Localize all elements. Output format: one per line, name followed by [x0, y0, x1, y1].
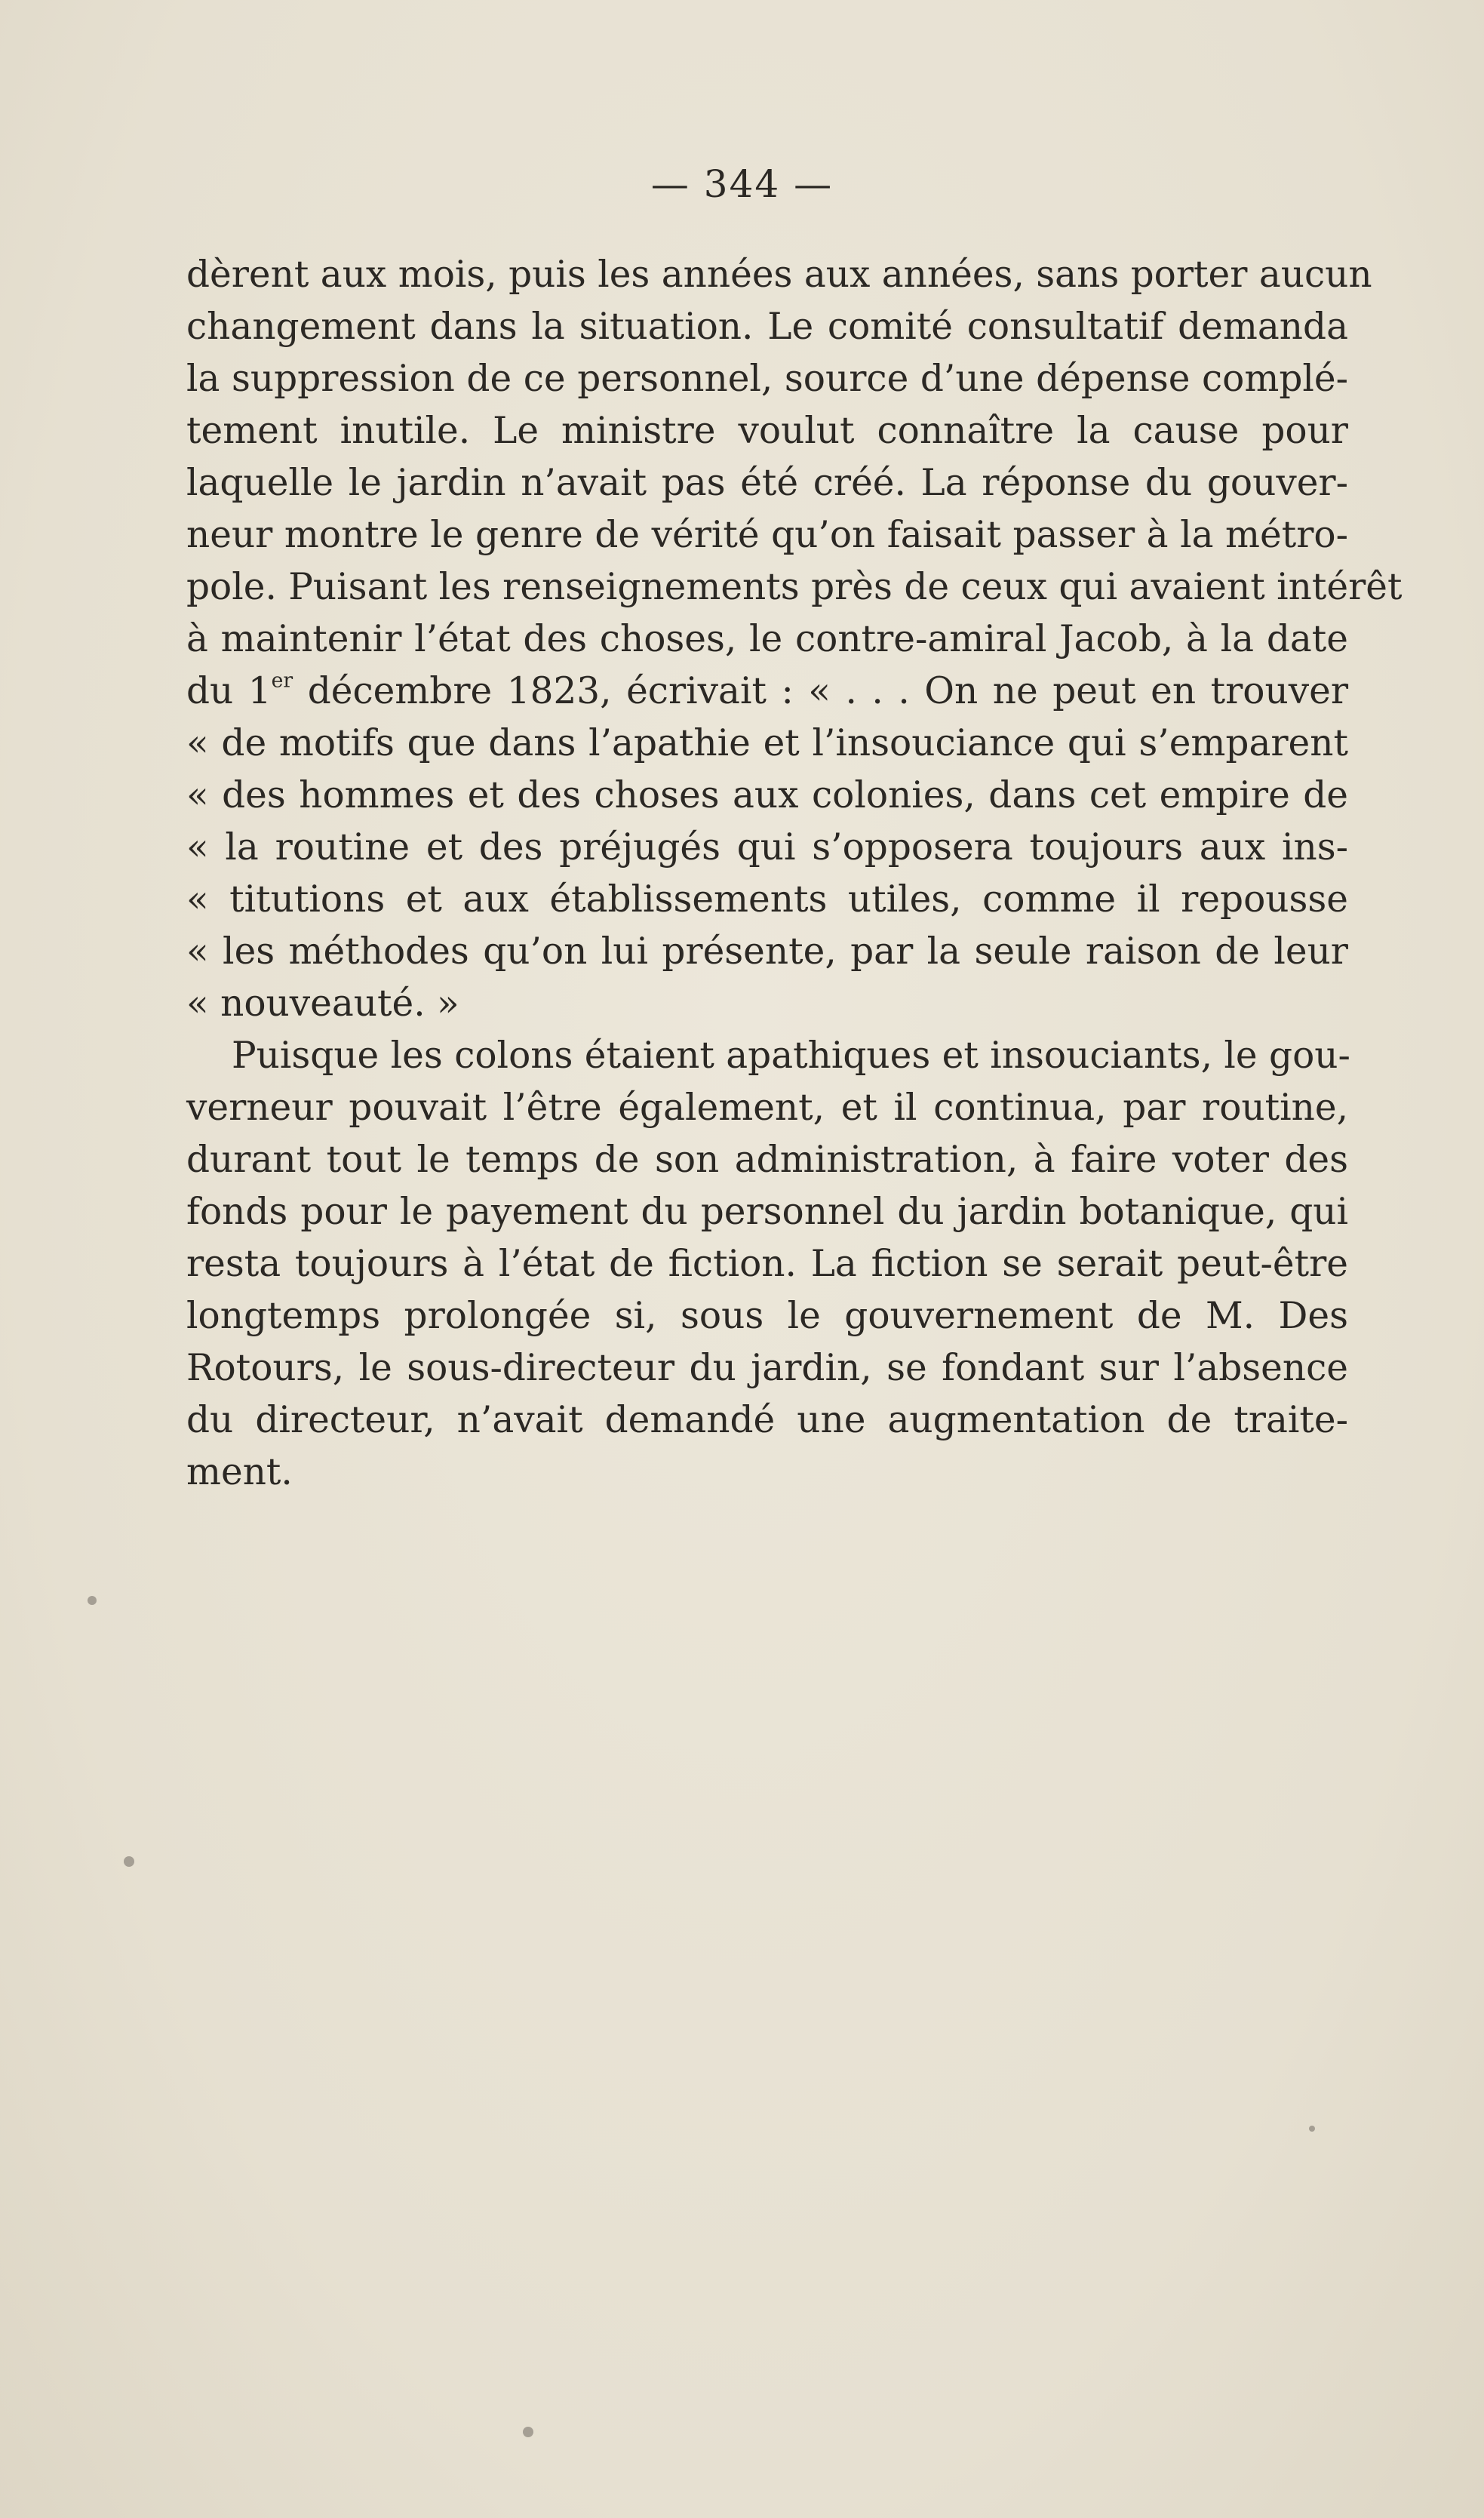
text-line: la suppression de ce personnel, source d’une dépense complé- [186, 358, 1348, 400]
text-line: durant tout le temps de son administration, à faire voter des [186, 1139, 1348, 1181]
paper-speck [124, 1856, 134, 1867]
text-line: du directeur, n’avait demandé une augmentation de traite- [186, 1399, 1348, 1441]
text-line: Rotours, le sous-directeur du jardin, se fondant sur l’absence [186, 1347, 1348, 1389]
text-line: verneur pouvait l’être également, et il continua, par routine, [186, 1087, 1348, 1129]
paper-speck [1309, 2126, 1315, 2132]
text-line: laquelle le jardin n’avait pas été créé. La réponse du gouver- [186, 462, 1348, 504]
quote-line: « la routine et des préjugés qui s’opposera toujours aux ins- [186, 826, 1348, 869]
date-prefix: du 1 [186, 670, 272, 712]
quote-line: « les méthodes qu’on lui présente, par la seule raison de leur [186, 930, 1348, 973]
paper-speck [523, 2427, 533, 2437]
text-line: neur montre le genre de vérité qu’on faisait passer à la métro- [186, 514, 1348, 556]
text-line: changement dans la situation. Le comité consultatif demanda [186, 306, 1348, 348]
text-line: resta toujours à l’état de fiction. La fiction se serait peut-être [186, 1243, 1348, 1285]
paragraph-start-line: Puisque les colons étaient apathiques et insouciants, le gou- [232, 1035, 1350, 1077]
quote-line: « des hommes et des choses aux colonies, dans cet empire de [186, 774, 1348, 816]
text-line: fonds pour le payement du personnel du jardin botanique, qui [186, 1191, 1348, 1233]
quote-line: « titutions et aux établissements utiles, comme il repousse [186, 878, 1348, 921]
text-line: pole. Puisant les renseignements près de ceux qui avaient intérêt [186, 566, 1403, 608]
text-line: ment. [186, 1451, 293, 1493]
text-line: dèrent aux mois, puis les années aux années, sans porter aucun [186, 254, 1372, 296]
quote-line: « de motifs que dans l’apathie et l’insouciance qui s’emparent [186, 722, 1348, 764]
date-suffix: décembre 1823, écrivait : « . . . On ne peut en trouver [293, 670, 1349, 712]
page-number: — 344 — [650, 162, 834, 206]
body-text [186, 249, 1403, 1499]
quote-line: « nouveauté. » [186, 982, 459, 1025]
text-line: longtemps prolongée si, sous le gouvernement de M. Des [186, 1295, 1348, 1337]
ordinal-superscript: er [271, 669, 293, 693]
text-line: à maintenir l’état des choses, le contre-amiral Jacob, à la date [186, 618, 1348, 660]
text-line-date [186, 666, 1348, 718]
text-line: tement inutile. Le ministre voulut connaître la cause pour [186, 410, 1348, 452]
paper-speck [88, 1596, 97, 1605]
